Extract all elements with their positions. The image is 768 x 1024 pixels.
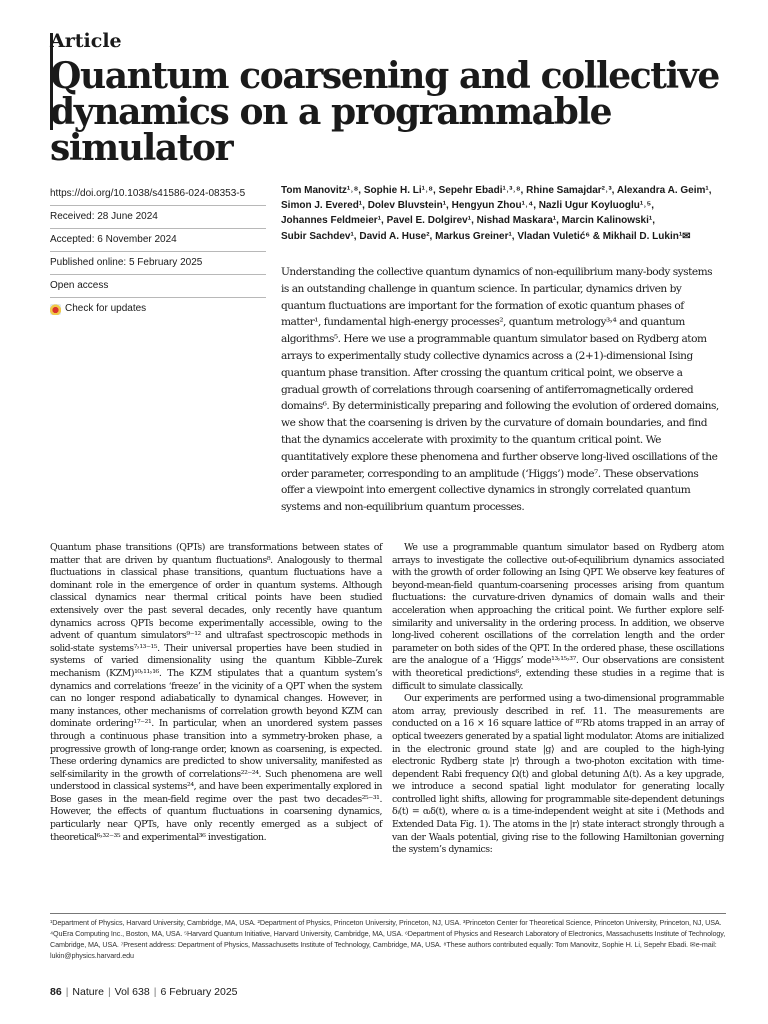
article-type-label: Article (50, 30, 122, 52)
received-date: Received: 28 June 2024 (50, 206, 266, 229)
author-line: Simon J. Evered¹, Dolev Bluvstein¹, Hengyun Zhou¹˒⁴, Nazli Ugur Koyluoglu¹˒⁵, (281, 200, 654, 212)
author-line: Tom Manovitz¹˒⁸, Sophie H. Li¹˒⁸, Sepehr Ebadi¹˒³˒⁸, Rhine Samajdar²˒³, Alexandra A. Geim¹, (281, 185, 712, 196)
abstract: Understanding the collective quantum dynamics of non-equilibrium many-body systems is an outstanding challenge in quantum science. In particular, dynamics driven by quantum fluctuations are important for the formation of exotic quantum phases of matter¹, fundamental high-energy processes², quantum metrology³˒⁴ and quantum algorithms⁵. Here we use a programmable quantum simulator based on Rydberg atom arrays to experimentally study collective dynamics across a (2+1)-dimensional Ising quantum phase transition. After crossing the quantum critical point, we observe a gradual growth of correlations through coarsening of antiferromagnetically ordered domains⁶. By deterministically preparing and following the evolution of ordered domains, we show that the coarsening is driven by the curvature of domain boundaries, and find that the dynamics accelerate with proximity to the quantum critical point. We quantitatively explore these phenomena and further observe long-lived oscillations of the order parameter, corresponding to an amplitude (‘Higgs’) mode⁷. These observations offer a viewpoint into emergent collective dynamics in strongly correlated quantum systems and non-equilibrium quantum processes. (281, 266, 719, 514)
open-access-badge: Open access (50, 275, 266, 298)
author-line: Subir Sachdev¹, David A. Huse², Markus Greiner¹, Vladan Vuletić⁶ & Mikhail D. Lukin¹✉ (281, 230, 691, 242)
volume-label: Vol 638 (114, 986, 150, 998)
crossmark-icon (50, 304, 61, 315)
body-paragraph: Our experiments are performed using a two-dimensional programmable atom array, previously described in ref. 11. The measurements are conducted on a 16 × 16 square lattice of ⁸⁷Rb atoms trapped in an array of optical tweezers generated by a spatial light modulator. Atoms are initialized in the electronic ground state |g⟩ and are coupled to the high-lying electronic Rydberg state |r⟩ through a two-photon excitation with time-dependent Rabi frequency Ω(t) and global detuning Δ(t). As a key upgrade, we introduce a second spatial light modulator for generating locally controlled light shifts, allowing for programmable site-dependent detunings δᵢ(t) = αᵢδ(t), where αᵢ is a time-independent weight at site i (Methods and Extended Data Fig. 1). The atoms in the |r⟩ state interact strongly through a van der Waals potential, giving rise to the following Hamiltonian governing the system’s dynamics: (392, 693, 724, 856)
accepted-date: Accepted: 6 November 2024 (50, 229, 266, 252)
affiliations-footnote: ¹Department of Physics, Harvard University, Cambridge, MA, USA. ²Department of Physics, Princeton University, Princeton, NJ, USA. ³Princeton Center for Theoretical Science, Princeton University, Princeton, NJ, USA. ⁴QuEra Computing Inc., Boston, MA, USA. ⁵Harvard Quantum Initiative, Harvard University, Cambridge, MA, USA. ⁶Department of Physics and Research Laboratory of Electronics, Massachusetts Institute of Technology, Cambridge, MA, USA. ⁷Present address: Department of Physics, Massachusetts Institute of Technology, Cambridge, MA, USA. ⁸These authors contributed equally: Tom Manovitz, Sophie H. Li, Sepehr Ebadi. ✉e-mail: lukin@physics.harvard.edu (50, 918, 726, 960)
body-column-right (392, 542, 724, 857)
body-paragraph: We use a programmable quantum simulator based on Rydberg atom arrays to investigate the collective out-of-equilibrium dynamics associated with the growth of order following an Ising QPT. We observe key features of beyond-mean-field quantum-coarsening processes arising from quantum fluctuations: the curvature-driven dynamics of domain walls and their acceleration when approaching the critical point. We further explore self-similarity and universality in the ordering process. In addition, we observe long-lived coherent oscillations of the correlation length and the order parameter on both sides of the QPT. In the ordered phase, these oscillations are the analogue of a ‘Higgs’ mode¹³˒¹⁵˒³⁷. Our observations are consistent with theoretical predictions⁶, extending these studies in a regime that is difficult to simulate classically. (392, 542, 724, 692)
author-line: Johannes Feldmeier¹, Pavel E. Dolgirev¹, Nishad Maskara¹, Marcin Kalinowski¹, (281, 215, 656, 227)
page-footer: 86 | Nature | Vol 638 | 6 February 2025 (50, 986, 238, 998)
check-updates-label: Check for updates (65, 303, 147, 314)
title-line-1: Quantum coarsening and collective (50, 55, 719, 97)
author-list (281, 183, 721, 244)
check-updates-button[interactable] (50, 298, 266, 321)
article-metadata (50, 183, 266, 321)
page-title (50, 55, 750, 169)
body-column-left (50, 542, 382, 844)
title-line-2: dynamics on a programmable simulator (50, 91, 612, 169)
body-paragraph: Quantum phase transitions (QPTs) are transformations between states of matter that are driven by quantum fluctuations⁸. Analogously to thermal fluctuations in classical phase transitions, quantum fluctuations have a dominant role in the emergence of order in quantum systems. Although classical dynamics near thermal critical points have been studied extensively over the past several decades, only recently have quantum dynamics across QPTs become experimentally accessible, owing to the advent of quantum simulators⁹⁻¹² and ultrafast spectroscopic methods in solid-state systems⁷˒¹³⁻¹⁵. Their universal properties have been studied in systems of varied dimensionality using the quantum Kibble–Zurek mechanism (KZM)¹⁰˒¹¹˒¹⁶. The KZM stipulates that a quantum system’s dynamics and correlations ‘freeze’ in the vicinity of a QPT when the system can no longer respond adiabatically to dynamical changes. However, in many instances, other mechanisms of correlation growth beyond KZM can dominate ordering¹⁷⁻²¹. In particular, when an unordered system passes through a continuous phase transition into a symmetry-broken phase, a progressive growth of long-range order, known as coarsening, is expected. These ordering dynamics are predicted to show universality, manifested as self-similarity in the growth of correlations²²⁻²⁴. Such phenomena are well understood in classical systems²⁴, and have been experimentally explored in Bose gases in the mean-field regime over the past two decades²⁵⁻³¹. However, the effects of quantum fluctuations in coarsening dynamics, particularly near QPTs, have only recently emerged as a subject of theoretical⁶˒³²⁻³⁵ and experimental³⁶ investigation. (50, 542, 382, 843)
journal-name: Nature (72, 986, 104, 998)
footnote-divider (50, 913, 726, 914)
doi-link[interactable]: https://doi.org/10.1038/s41586-024-08353-5 (50, 183, 266, 206)
issue-date: 6 February 2025 (160, 986, 238, 998)
published-date: Published online: 5 February 2025 (50, 252, 266, 275)
page-number: 86 (50, 986, 62, 998)
